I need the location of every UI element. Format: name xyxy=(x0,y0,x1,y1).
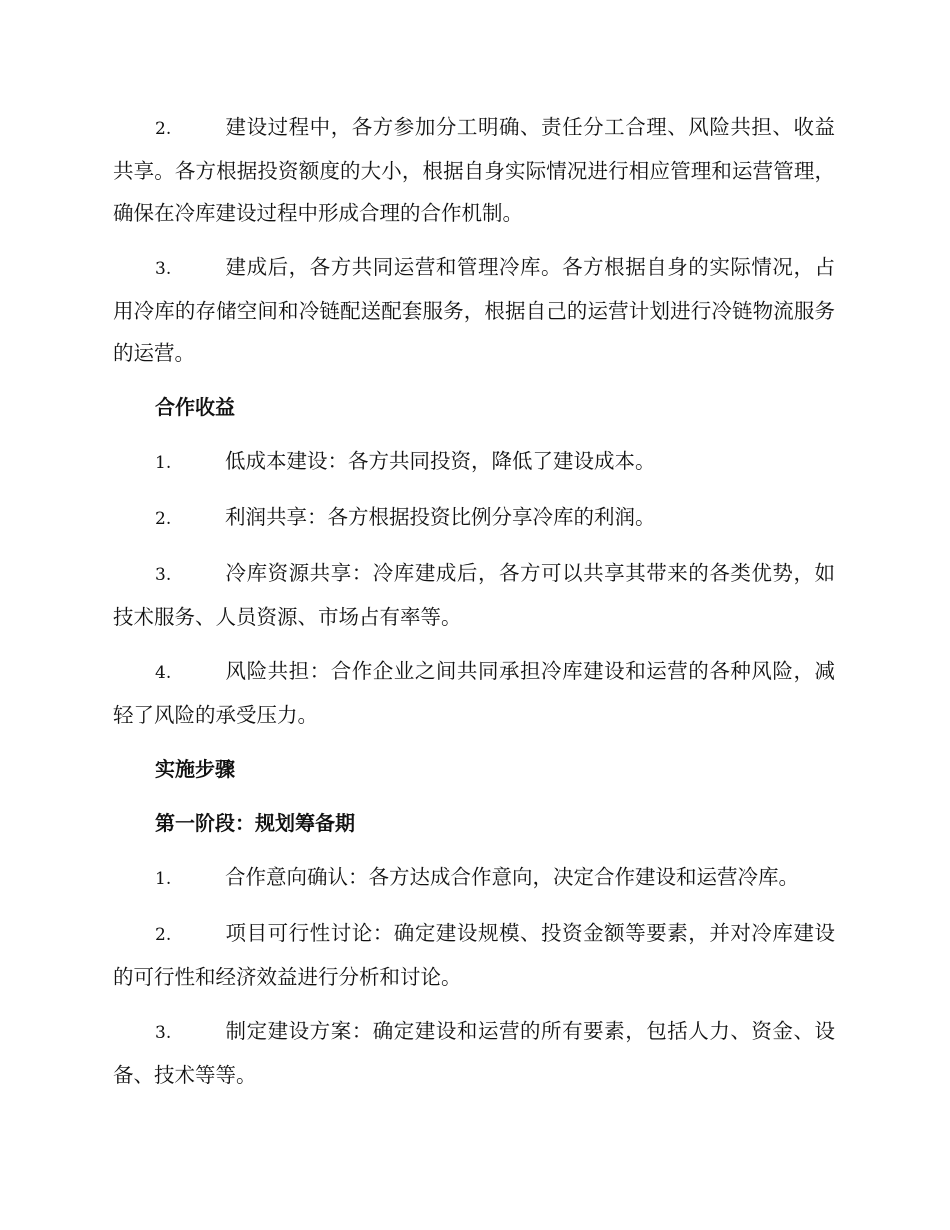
list-number: 3. xyxy=(155,259,172,279)
list-text: 低成本建设：各方共同投资，降低了建设成本。 xyxy=(225,449,656,473)
list-item xyxy=(113,496,835,540)
list-number: 2. xyxy=(155,119,172,139)
list-item xyxy=(113,440,835,484)
list-item xyxy=(113,912,835,998)
list-item xyxy=(113,106,835,234)
list-number: 4. xyxy=(155,663,172,683)
list-item xyxy=(113,1010,835,1096)
section-heading-implementation-steps: 实施步骤 xyxy=(155,757,235,781)
list-item xyxy=(113,246,835,374)
list-text: 合作意向确认：各方达成合作意向，决定合作建设和运营冷库。 xyxy=(225,865,799,889)
document-body xyxy=(113,106,835,1108)
list-number: 3. xyxy=(155,565,172,585)
list-number: 2. xyxy=(155,509,172,529)
list-item xyxy=(113,650,835,736)
subsection-heading-phase-one: 第一阶段：规划筹备期 xyxy=(155,811,355,835)
list-text: 建成后，各方共同运营和管理冷库。各方根据自身的实际情况，占用冷库的存储空间和冷链配送配套服务，根据自己的运营计划进行冷链物流服务的运营。 xyxy=(113,255,835,365)
list-text: 项目可行性讨论：确定建设规模、投资金额等要素，并对冷库建设的可行性和经济效益进行分析和讨论。 xyxy=(113,921,835,989)
list-item xyxy=(113,552,835,638)
list-text: 风险共担：合作企业之间共同承担冷库建设和运营的各种风险，减轻了风险的承受压力。 xyxy=(113,659,835,727)
list-text: 利润共享：各方根据投资比例分享冷库的利润。 xyxy=(225,505,656,529)
list-text: 冷库资源共享：冷库建成后，各方可以共享其带来的各类优势，如技术服务、人员资源、市场占有率等。 xyxy=(113,561,835,629)
list-number: 1. xyxy=(155,453,172,473)
list-text: 制定建设方案：确定建设和运营的所有要素，包括人力、资金、设备、技术等等。 xyxy=(113,1019,835,1087)
list-number: 3. xyxy=(155,1023,172,1043)
list-text: 建设过程中，各方参加分工明确、责任分工合理、风险共担、收益共享。各方根据投资额度的大小，根据自身实际情况进行相应管理和运营管理，确保在冷库建设过程中形成合理的合作机制。 xyxy=(113,115,835,225)
list-item xyxy=(113,856,835,900)
list-number: 1. xyxy=(155,869,172,889)
list-number: 2. xyxy=(155,925,172,945)
section-heading-cooperation-benefits: 合作收益 xyxy=(155,395,235,419)
